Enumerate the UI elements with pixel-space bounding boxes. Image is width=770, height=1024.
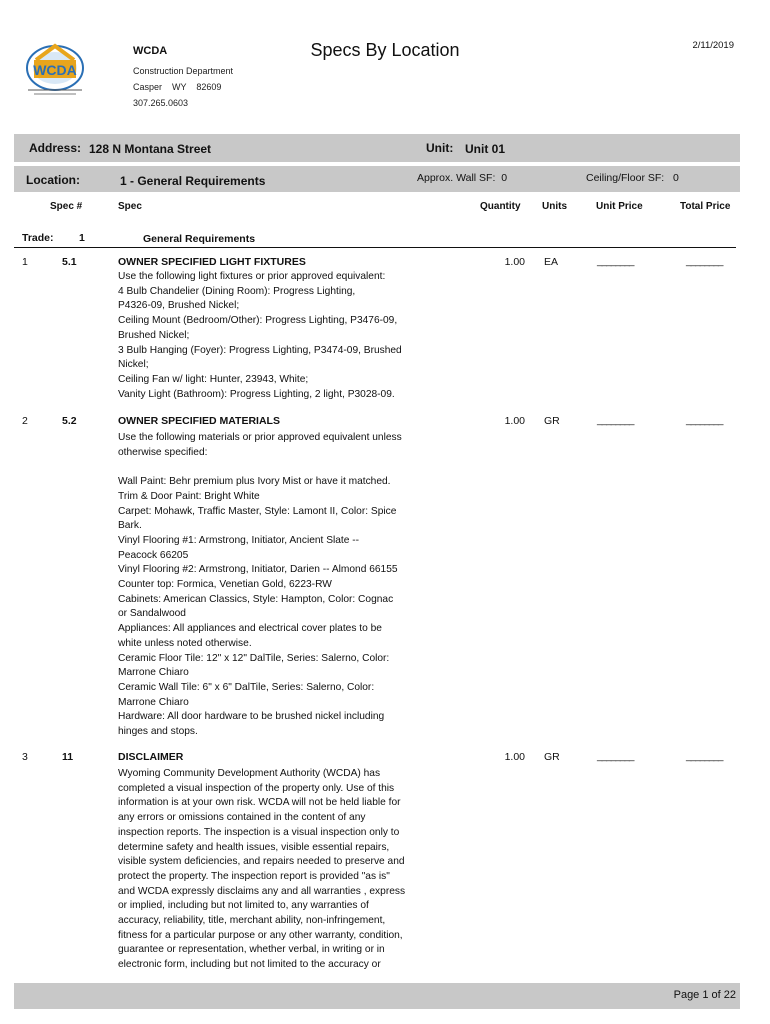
- item-unit-price: ________: [597, 751, 634, 762]
- page-number: Page 1 of 22: [673, 989, 736, 1001]
- col-spec-num: Spec #: [50, 201, 83, 212]
- item-number: 1: [22, 256, 28, 268]
- item-quantity: 1.00: [504, 256, 525, 268]
- page-title: Specs By Location: [310, 40, 460, 60]
- trade-name: General Requirements: [143, 233, 256, 245]
- logo-text: WCDA: [33, 62, 77, 78]
- address-label: Address:: [29, 141, 82, 155]
- trade-number: 1: [79, 232, 85, 244]
- item-description: Wyoming Community Development Authority (WCDA) has completed a visual inspection of the property only. Use of this information is at your own risk. WCDA will not be held liable for any errors or omissions contained in the content of any inspection reports. The inspection is a visual inspection only to determine safety and health issues, visible essential repairs, visible system deficiencies, and repairs needed to preserve and protect the property. The inspection report is provided "as is" and WCDA expressly disclaims any and all warranties , express or implied, including but not limited to, any warranties of accuracy, reliability, title, merchant ability, non-infringement, fitness for a particular purpose or any other warranty, condition, guarantee or representation, whether verbal, in writing or in electronic form, including but not limited to the accuracy or: [118, 768, 406, 971]
- item-spec-number: 5.1: [62, 256, 77, 268]
- item-units: GR: [544, 415, 560, 427]
- item-total-price: ________: [686, 751, 723, 762]
- item-spec-number: 5.2: [62, 415, 77, 427]
- footer-bar: [14, 983, 740, 1009]
- item-number: 3: [22, 751, 28, 763]
- trade-label: Trade:: [22, 232, 54, 244]
- col-total-price: Total Price: [680, 201, 731, 212]
- item-spec-number: 11: [62, 751, 74, 763]
- col-units: Units: [542, 201, 567, 212]
- location-label: Location:: [26, 173, 80, 187]
- col-spec: Spec: [118, 201, 142, 212]
- org-phone: 307.265.0603: [133, 98, 189, 108]
- item-description: Use the following materials or prior approved equivalent unless otherwise specified: Wall Paint: Behr premium plus Ivory Mist or have it matched. Trim & Door Paint: Bright White Carpet: Mohawk, Traffic Master, Style: Lamont II, Color: Spice Bark. Vinyl Flooring #1: Armstrong, Initiator, Ancient Slate -- Peacock 66205 Vinyl Flooring #2: Armstrong, Initiator, Darien -- Almond 66155 Counter top: Formica, Venetian Gold, 6223-RW Cabinets: American Classics, Style: Hampton, Color: Cognac or Sandalwood Appliances: All appliances and electrical cover plates to be white unless noted otherwise. Ceramic Floor Tile: 12" x 12" DalTile, Series: Salerno, Color: Marrone Chiaro Ceramic Wall Tile: 6" x 6" DalTile, Series: Salerno, Color: Marrone Chiaro Hardware: All door hardware to be brushed nickel including hinges and stops.: [118, 432, 402, 738]
- item-unit-price: ________: [597, 415, 634, 426]
- item-title: OWNER SPECIFIED LIGHT FIXTURES: [118, 256, 306, 268]
- ceiling-floor-sf: Ceiling/Floor SF: 0: [586, 172, 679, 184]
- unit-label: Unit:: [426, 141, 454, 155]
- wall-sf: Approx. Wall SF: 0: [417, 172, 508, 184]
- org-city: Casper WY 82609: [133, 82, 222, 92]
- item-number: 2: [22, 415, 28, 427]
- report-date: 2/11/2019: [692, 40, 734, 51]
- item-units: GR: [544, 751, 560, 763]
- item-total-price: ________: [686, 256, 723, 267]
- item-quantity: 1.00: [504, 415, 525, 427]
- col-unit-price: Unit Price: [596, 201, 643, 212]
- item-description: Use the following light fixtures or prior approved equivalent: 4 Bulb Chandelier (Dining Room): Progress Lighting, P4326-09, Brushed Nickel; Ceiling Mount (Bedroom/Other): Progress Lighting, P3476-09, Brushed Nickel; 3 Bulb Hanging (Foyer): Progress Lighting, P3474-09, Brushed Nickel; Ceiling Fan w/ light: Hunter, 23943, White; Vanity Light (Bathroom): Progress Lighting, 2 light, P3028-09.: [118, 271, 402, 400]
- location-value: 1 - General Requirements: [120, 174, 266, 188]
- address-value: 128 N Montana Street: [89, 142, 212, 156]
- item-unit-price: ________: [597, 256, 634, 267]
- item-total-price: ________: [686, 415, 723, 426]
- trade-divider: [14, 247, 736, 248]
- item-units: EA: [544, 256, 559, 268]
- item-quantity: 1.00: [504, 751, 525, 763]
- item-title: OWNER SPECIFIED MATERIALS: [118, 415, 280, 427]
- item-title: DISCLAIMER: [118, 751, 184, 763]
- unit-value: Unit 01: [465, 142, 506, 156]
- col-quantity: Quantity: [480, 201, 521, 212]
- org-name: WCDA: [133, 45, 168, 57]
- org-department: Construction Department: [133, 66, 234, 76]
